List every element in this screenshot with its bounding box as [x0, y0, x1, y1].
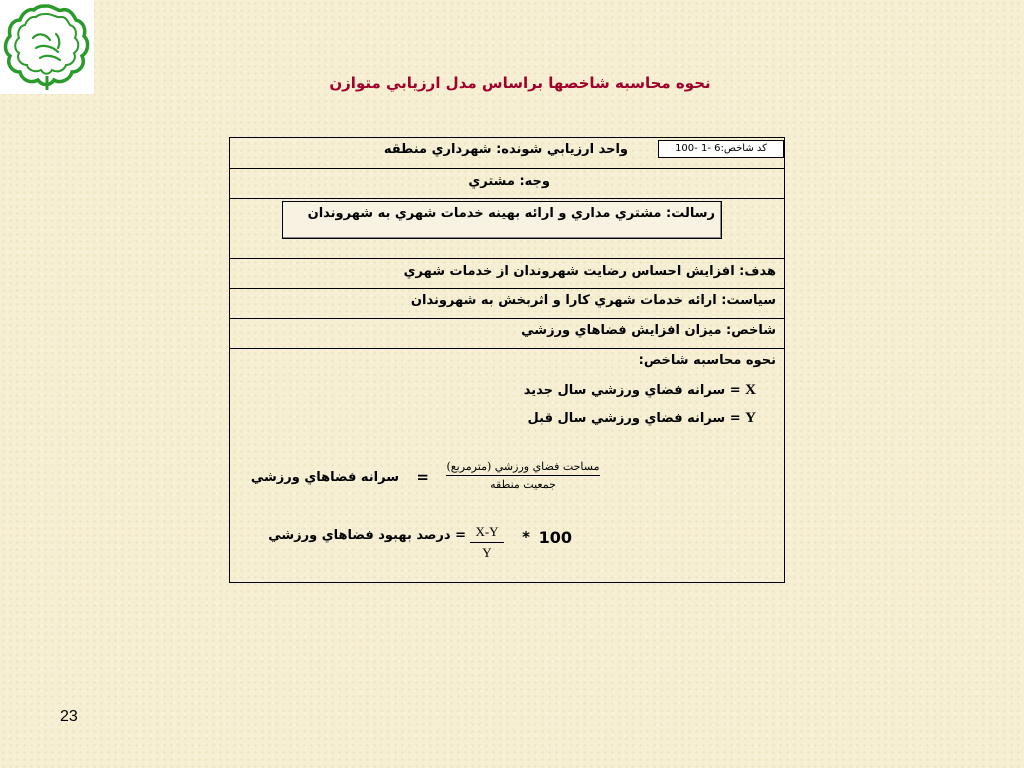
multiply-sign: *: [522, 528, 530, 546]
indicator-text: شاخص: ميزان افزايش فضاهاي ورزشي: [521, 323, 776, 338]
y-definition: [528, 410, 756, 427]
improvement-numerator: X-Y: [475, 524, 499, 539]
fraction-bar: [446, 475, 600, 476]
page-number: 23: [60, 708, 78, 725]
indicator-code-box: كد شاخص:6 -1 -100: [658, 140, 784, 158]
slide-title: نحوه محاسبه شاخصها براساس مدل ارزيابي متوازن: [329, 74, 711, 92]
improvement-fraction: [470, 524, 504, 561]
mission-text: رسالت: مشتري مداري و ارائه بهينه خدمات شهري به شهروندان: [307, 206, 715, 221]
per-capita-numerator: مساحت فضاي ورزشي (مترمربع): [446, 460, 600, 473]
y-variable: Y: [745, 410, 756, 426]
hundred-value: 100: [538, 528, 572, 547]
row-divider: [230, 198, 784, 199]
equals-sign: =: [416, 468, 429, 486]
row-divider: [230, 258, 784, 259]
per-capita-fraction: [446, 460, 600, 491]
mission-box: [282, 201, 722, 239]
calc-heading: نحوه محاسبه شاخص:: [638, 353, 776, 368]
aspect-text: وجه: مشتري: [468, 174, 550, 189]
row-divider: [230, 168, 784, 169]
improvement-label: = درصد بهبود فضاهاي ورزشي: [268, 528, 466, 543]
goal-text: هدف: افزايش احساس رضايت شهروندان از خدمات شهري: [403, 264, 776, 279]
fraction-bar: [470, 542, 504, 543]
tree-logo-icon: [0, 0, 94, 94]
row-divider: [230, 318, 784, 319]
improvement-denominator: Y: [482, 545, 492, 560]
y-definition-text: = سرانه فضاي ورزشي سال قبل: [527, 411, 741, 426]
municipality-logo: [0, 0, 94, 94]
row-divider: [230, 288, 784, 289]
row-divider: [230, 348, 784, 349]
policy-text: سياست: ارائه خدمات شهري كارا و اثربخش به شهروندان: [410, 293, 776, 308]
evaluated-unit: واحد ارزيابي شونده: شهرداري منطقه: [383, 142, 628, 157]
x-variable: X: [745, 382, 756, 398]
x-definition-text: = سرانه فضاي ورزشي سال جديد: [523, 383, 741, 398]
per-capita-label: سرانه فضاهاي ورزشي: [250, 470, 399, 485]
per-capita-denominator: جمعيت منطقه: [490, 478, 556, 491]
indicator-table: [229, 137, 785, 583]
x-definition: [524, 382, 756, 399]
